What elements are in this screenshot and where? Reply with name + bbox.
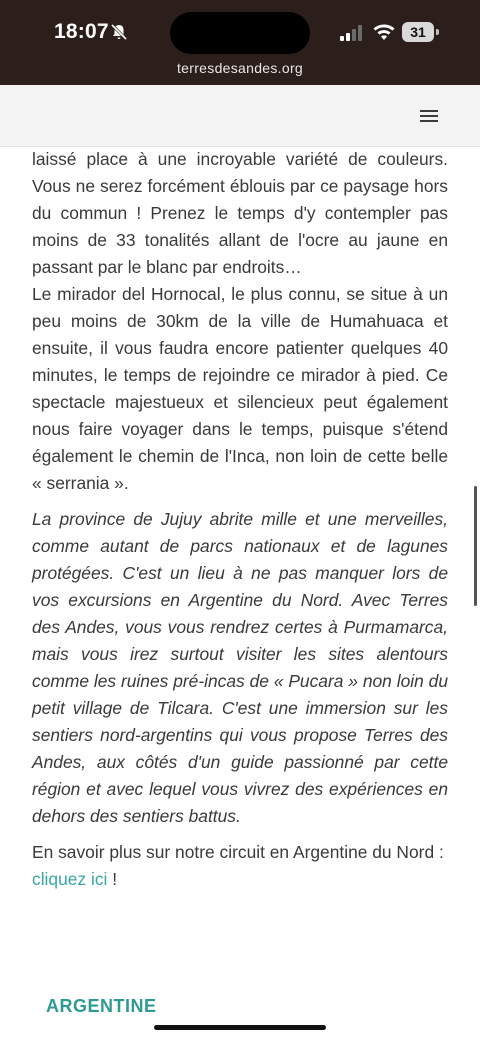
cta-suffix: !	[112, 869, 118, 889]
cta-text: En savoir plus sur notre circuit en Argentine du Nord :	[32, 842, 444, 862]
home-indicator[interactable]	[154, 1025, 326, 1030]
battery-tip	[436, 29, 439, 35]
battery-icon	[402, 22, 440, 42]
article-paragraph: laissé place à une incroyable variété de couleurs. Vous ne serez forcément éblouis par ce paysage hors du commun ! Prenez le temps d'y contempler pas moins de 33 tonalités allant de l'ocre au jaune en passant par le blanc par endroits…	[32, 149, 448, 277]
wifi-icon	[372, 22, 396, 42]
hamburger-menu-icon[interactable]	[420, 110, 440, 124]
bell-off-icon	[110, 23, 128, 41]
battery-level: 31	[402, 22, 434, 42]
camera-notch	[170, 12, 310, 54]
scrollbar-thumb[interactable]	[474, 486, 477, 606]
cliquez-ici-link[interactable]: cliquez ici	[32, 869, 108, 889]
article-paragraph: Le mirador del Hornocal, le plus connu, se situe à un peu moins de 30km de la ville de Humahuaca et ensuite, il vous faudra encore patienter quelques 40 minutes, le temps de rejoindre ce mirador à pied. Ce spectacle majestueux et silencieux peut également nous faire voyager dans le temps, puisque s'étend également le chemin de l'Inca, non loin de cette belle « serrania ».	[32, 284, 448, 493]
status-time: 18:07	[54, 20, 109, 43]
article-body	[32, 146, 448, 893]
address-bar-url[interactable]: terresdesandes.org	[176, 60, 304, 76]
article-paragraph-italic: La province de Jujuy abrite mille et une merveilles, comme autant de parcs nationaux et de lagunes protégées. C'est un lieu à ne pas manquer lors de vos excursions en Argentine du Nord. Avec Terres des Andes, vous vous rendrez certes à Purmamarca, mais vous irez surtout visiter les sites alentours comme les ruines pré-incas de « Pucara » non loin du petit village de Tilcara. C'est une immersion sur les sentiers nord-argentins qui vous propose Terres des Andes, aux côtés d'un guide passionné par cette région et avec lequel vous vivrez des expériences en dehors des sentiers battus.	[32, 509, 448, 826]
category-tag-argentine[interactable]: ARGENTINE	[46, 996, 157, 1016]
status-bar	[0, 0, 480, 85]
signal-icon	[340, 25, 366, 41]
article-cta-paragraph	[32, 839, 448, 893]
site-header	[0, 85, 480, 147]
